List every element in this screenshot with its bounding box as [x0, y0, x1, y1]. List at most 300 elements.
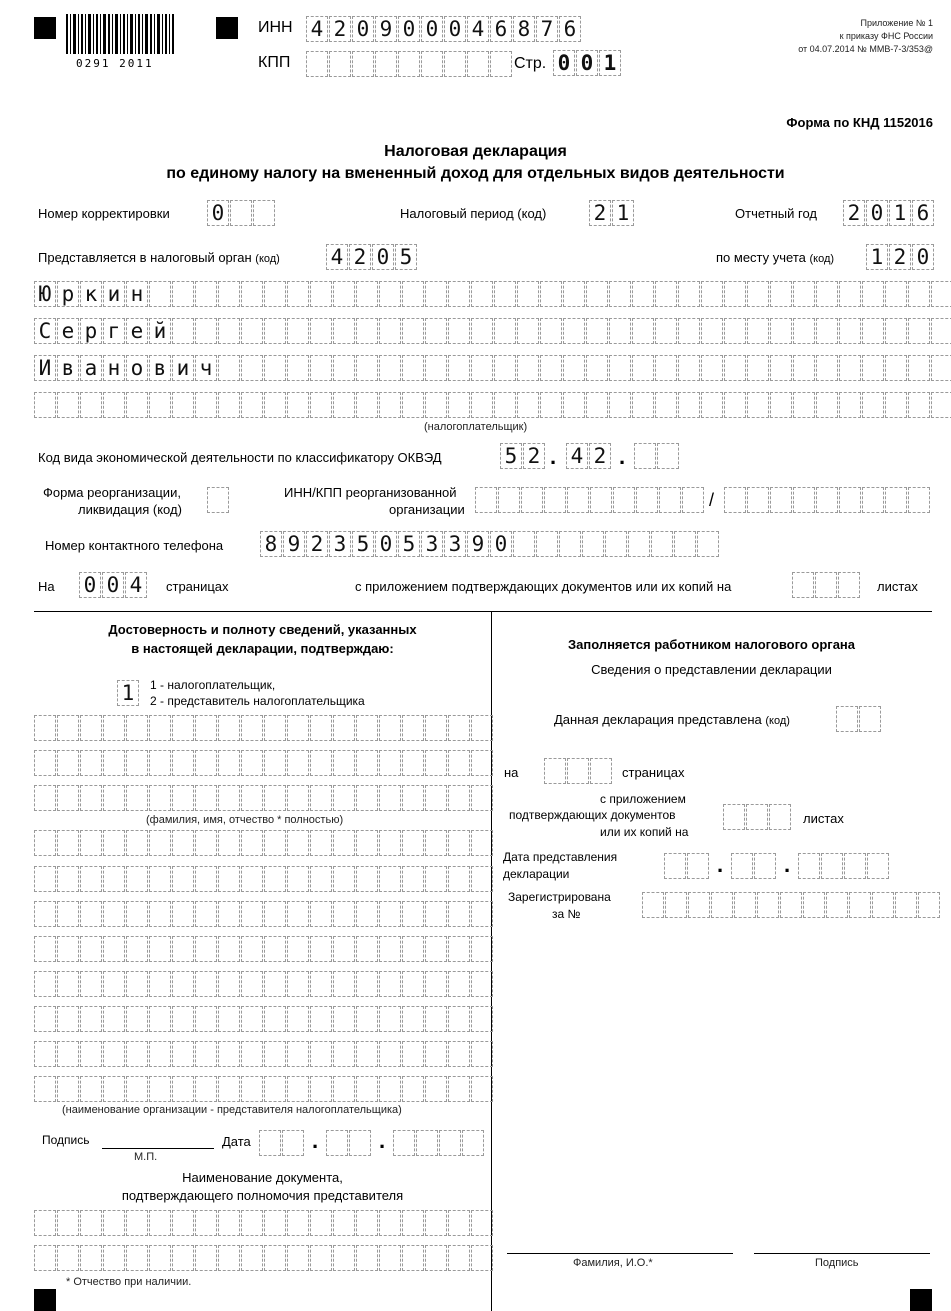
- field-cell[interactable]: [867, 853, 889, 879]
- field-cell[interactable]: [57, 1041, 79, 1067]
- field-cell[interactable]: [682, 487, 704, 513]
- field-cell[interactable]: [448, 1245, 470, 1271]
- name-line-2[interactable]: [34, 318, 951, 344]
- field-cell[interactable]: [103, 1076, 125, 1102]
- field-cell[interactable]: [103, 901, 125, 927]
- field-cell[interactable]: [287, 318, 309, 344]
- field-cell[interactable]: [724, 487, 746, 513]
- field-cell[interactable]: [264, 1210, 286, 1236]
- field-cell[interactable]: [172, 971, 194, 997]
- field-cell[interactable]: [80, 866, 102, 892]
- field-cell[interactable]: [379, 715, 401, 741]
- field-cell[interactable]: 3: [329, 531, 351, 557]
- field-cell[interactable]: [402, 1041, 424, 1067]
- field-cell[interactable]: [356, 1041, 378, 1067]
- field-cell[interactable]: [655, 392, 677, 418]
- field-cell[interactable]: [471, 936, 493, 962]
- field-cell[interactable]: в: [57, 355, 79, 381]
- field-cell[interactable]: [687, 853, 709, 879]
- field-cell[interactable]: [310, 750, 332, 776]
- field-cell[interactable]: [126, 866, 148, 892]
- field-cell[interactable]: [126, 715, 148, 741]
- field-cell[interactable]: [701, 392, 723, 418]
- field-cell[interactable]: [815, 572, 837, 598]
- field-cell[interactable]: [287, 1210, 309, 1236]
- field-cell[interactable]: [747, 318, 769, 344]
- field-cell[interactable]: [306, 51, 328, 77]
- field-cell[interactable]: [57, 971, 79, 997]
- field-cell[interactable]: [425, 392, 447, 418]
- field-cell[interactable]: [586, 355, 608, 381]
- field-cell[interactable]: [349, 1130, 371, 1156]
- field-cell[interactable]: [172, 1210, 194, 1236]
- field-cell[interactable]: [34, 830, 56, 856]
- field-cell[interactable]: 0: [444, 16, 466, 42]
- signer-fio-line-3[interactable]: [34, 785, 494, 811]
- field-cell[interactable]: [609, 318, 631, 344]
- field-cell[interactable]: [310, 971, 332, 997]
- field-cell[interactable]: и: [103, 281, 125, 307]
- field-cell[interactable]: [931, 281, 951, 307]
- field-cell[interactable]: [149, 1245, 171, 1271]
- field-cell[interactable]: [333, 1076, 355, 1102]
- field-cell[interactable]: [398, 51, 420, 77]
- field-cell[interactable]: [57, 830, 79, 856]
- field-cell[interactable]: Ю: [34, 281, 56, 307]
- field-cell[interactable]: [57, 1006, 79, 1032]
- field-cell[interactable]: [859, 706, 881, 732]
- field-cell[interactable]: [80, 715, 102, 741]
- field-cell[interactable]: [218, 281, 240, 307]
- field-cell[interactable]: [34, 392, 56, 418]
- field-cell[interactable]: С: [34, 318, 56, 344]
- office-attach-field[interactable]: [723, 804, 792, 830]
- field-cell[interactable]: 5: [352, 531, 374, 557]
- field-cell[interactable]: [333, 750, 355, 776]
- field-cell[interactable]: [218, 392, 240, 418]
- field-cell[interactable]: [908, 392, 930, 418]
- doc-line-2[interactable]: [34, 1245, 494, 1271]
- kpp-field[interactable]: [306, 51, 513, 77]
- field-cell[interactable]: [793, 487, 815, 513]
- field-cell[interactable]: [241, 318, 263, 344]
- field-cell[interactable]: [494, 392, 516, 418]
- field-cell[interactable]: [57, 1245, 79, 1271]
- field-cell[interactable]: [379, 1210, 401, 1236]
- field-cell[interactable]: [563, 281, 585, 307]
- field-cell[interactable]: 0: [352, 16, 374, 42]
- field-cell[interactable]: [57, 936, 79, 962]
- field-cell[interactable]: [80, 1076, 102, 1102]
- field-cell[interactable]: н: [126, 281, 148, 307]
- field-cell[interactable]: [310, 1245, 332, 1271]
- field-cell[interactable]: в: [149, 355, 171, 381]
- field-cell[interactable]: [467, 51, 489, 77]
- field-cell[interactable]: [264, 355, 286, 381]
- field-cell[interactable]: [310, 1041, 332, 1067]
- field-cell[interactable]: [872, 892, 894, 918]
- field-cell[interactable]: [448, 715, 470, 741]
- field-cell[interactable]: [80, 936, 102, 962]
- org-line-2[interactable]: [34, 866, 494, 892]
- field-cell[interactable]: [659, 487, 681, 513]
- field-cell[interactable]: [333, 1210, 355, 1236]
- field-cell[interactable]: [333, 830, 355, 856]
- field-cell[interactable]: [448, 355, 470, 381]
- field-cell[interactable]: [908, 281, 930, 307]
- field-cell[interactable]: [711, 892, 733, 918]
- field-cell[interactable]: [172, 750, 194, 776]
- field-cell[interactable]: [356, 1006, 378, 1032]
- field-cell[interactable]: [582, 531, 604, 557]
- field-cell[interactable]: [356, 936, 378, 962]
- field-cell[interactable]: [356, 392, 378, 418]
- field-cell[interactable]: [310, 318, 332, 344]
- field-cell[interactable]: [723, 804, 745, 830]
- field-cell[interactable]: [34, 715, 56, 741]
- field-cell[interactable]: [149, 785, 171, 811]
- field-cell[interactable]: [425, 1210, 447, 1236]
- field-cell[interactable]: [448, 1006, 470, 1032]
- field-cell[interactable]: [218, 785, 240, 811]
- field-cell[interactable]: [149, 281, 171, 307]
- field-cell[interactable]: 2: [589, 443, 611, 469]
- field-cell[interactable]: [665, 892, 687, 918]
- field-cell[interactable]: [218, 866, 240, 892]
- field-cell[interactable]: [471, 1076, 493, 1102]
- field-cell[interactable]: [471, 715, 493, 741]
- field-cell[interactable]: [475, 487, 497, 513]
- field-cell[interactable]: [632, 355, 654, 381]
- field-cell[interactable]: [402, 866, 424, 892]
- field-cell[interactable]: [310, 830, 332, 856]
- field-cell[interactable]: [333, 936, 355, 962]
- field-cell[interactable]: ч: [195, 355, 217, 381]
- field-cell[interactable]: [34, 1006, 56, 1032]
- field-cell[interactable]: [490, 51, 512, 77]
- field-cell[interactable]: [241, 392, 263, 418]
- field-cell[interactable]: [540, 392, 562, 418]
- field-cell[interactable]: [448, 318, 470, 344]
- field-cell[interactable]: [379, 785, 401, 811]
- field-cell[interactable]: [844, 853, 866, 879]
- field-cell[interactable]: [402, 355, 424, 381]
- office-fio-line[interactable]: [507, 1253, 733, 1254]
- field-cell[interactable]: [172, 318, 194, 344]
- field-cell[interactable]: [770, 318, 792, 344]
- field-cell[interactable]: [747, 392, 769, 418]
- field-cell[interactable]: [126, 1041, 148, 1067]
- field-cell[interactable]: [241, 1076, 263, 1102]
- field-cell[interactable]: [498, 487, 520, 513]
- field-cell[interactable]: [218, 901, 240, 927]
- field-cell[interactable]: [241, 936, 263, 962]
- field-cell[interactable]: [839, 355, 861, 381]
- field-cell[interactable]: [264, 1245, 286, 1271]
- field-cell[interactable]: [425, 1006, 447, 1032]
- field-cell[interactable]: 0: [576, 50, 598, 76]
- field-cell[interactable]: [195, 318, 217, 344]
- field-cell[interactable]: р: [57, 281, 79, 307]
- field-cell[interactable]: [287, 936, 309, 962]
- field-cell[interactable]: [333, 318, 355, 344]
- field-cell[interactable]: [586, 318, 608, 344]
- field-cell[interactable]: [402, 1076, 424, 1102]
- field-cell[interactable]: [218, 971, 240, 997]
- field-cell[interactable]: [724, 392, 746, 418]
- org-line-5[interactable]: [34, 971, 494, 997]
- field-cell[interactable]: [402, 750, 424, 776]
- field-cell[interactable]: [754, 853, 776, 879]
- field-cell[interactable]: 3: [444, 531, 466, 557]
- field-cell[interactable]: и: [172, 355, 194, 381]
- field-cell[interactable]: 9: [375, 16, 397, 42]
- org-line-6[interactable]: [34, 1006, 494, 1032]
- field-cell[interactable]: [149, 936, 171, 962]
- field-cell[interactable]: [172, 715, 194, 741]
- field-cell[interactable]: [218, 1041, 240, 1067]
- field-cell[interactable]: [264, 1076, 286, 1102]
- field-cell[interactable]: [747, 281, 769, 307]
- field-cell[interactable]: [425, 1245, 447, 1271]
- field-cell[interactable]: [724, 355, 746, 381]
- field-cell[interactable]: [425, 715, 447, 741]
- field-cell[interactable]: [448, 281, 470, 307]
- attach-field[interactable]: [792, 572, 861, 598]
- field-cell[interactable]: [402, 715, 424, 741]
- field-cell[interactable]: [803, 892, 825, 918]
- field-cell[interactable]: [816, 487, 838, 513]
- field-cell[interactable]: [448, 1041, 470, 1067]
- field-cell[interactable]: [195, 785, 217, 811]
- field-cell[interactable]: [287, 355, 309, 381]
- field-cell[interactable]: [241, 355, 263, 381]
- field-cell[interactable]: [195, 901, 217, 927]
- field-cell[interactable]: [642, 892, 664, 918]
- field-cell[interactable]: [379, 1006, 401, 1032]
- field-cell[interactable]: [149, 1210, 171, 1236]
- field-cell[interactable]: [80, 1041, 102, 1067]
- field-cell[interactable]: [126, 785, 148, 811]
- field-cell[interactable]: [57, 392, 79, 418]
- org-line-1[interactable]: [34, 830, 494, 856]
- field-cell[interactable]: [149, 1076, 171, 1102]
- field-cell[interactable]: [651, 531, 673, 557]
- field-cell[interactable]: [34, 1210, 56, 1236]
- field-cell[interactable]: [34, 936, 56, 962]
- field-cell[interactable]: [126, 392, 148, 418]
- field-cell[interactable]: [471, 1245, 493, 1271]
- field-cell[interactable]: [494, 318, 516, 344]
- field-cell[interactable]: [172, 866, 194, 892]
- correction-field[interactable]: [207, 200, 276, 226]
- field-cell[interactable]: [241, 1041, 263, 1067]
- field-cell[interactable]: [356, 785, 378, 811]
- reorg-kpp-field[interactable]: [724, 487, 931, 513]
- field-cell[interactable]: [356, 901, 378, 927]
- field-cell[interactable]: 0: [421, 16, 443, 42]
- field-cell[interactable]: [310, 866, 332, 892]
- field-cell[interactable]: [448, 866, 470, 892]
- field-cell[interactable]: [402, 281, 424, 307]
- field-cell[interactable]: [57, 715, 79, 741]
- name-line-1[interactable]: [34, 281, 951, 307]
- field-cell[interactable]: [287, 901, 309, 927]
- field-cell[interactable]: [816, 281, 838, 307]
- field-cell[interactable]: [80, 1210, 102, 1236]
- field-cell[interactable]: [195, 830, 217, 856]
- field-cell[interactable]: [513, 531, 535, 557]
- field-cell[interactable]: [931, 355, 951, 381]
- field-cell[interactable]: [230, 200, 252, 226]
- field-cell[interactable]: [628, 531, 650, 557]
- field-cell[interactable]: [259, 1130, 281, 1156]
- field-cell[interactable]: [379, 971, 401, 997]
- field-cell[interactable]: [356, 830, 378, 856]
- field-cell[interactable]: [34, 1076, 56, 1102]
- field-cell[interactable]: [195, 971, 217, 997]
- field-cell[interactable]: [333, 866, 355, 892]
- field-cell[interactable]: [80, 785, 102, 811]
- field-cell[interactable]: [402, 936, 424, 962]
- field-cell[interactable]: [836, 706, 858, 732]
- field-cell[interactable]: [821, 853, 843, 879]
- field-cell[interactable]: [838, 572, 860, 598]
- field-cell[interactable]: [333, 1041, 355, 1067]
- field-cell[interactable]: 8: [513, 16, 535, 42]
- field-cell[interactable]: [103, 866, 125, 892]
- field-cell[interactable]: [149, 866, 171, 892]
- field-cell[interactable]: [536, 531, 558, 557]
- field-cell[interactable]: [172, 1076, 194, 1102]
- field-cell[interactable]: [264, 715, 286, 741]
- field-cell[interactable]: р: [80, 318, 102, 344]
- field-cell[interactable]: [849, 892, 871, 918]
- field-cell[interactable]: [793, 392, 815, 418]
- field-cell[interactable]: [103, 715, 125, 741]
- office-date-day[interactable]: [664, 853, 710, 879]
- field-cell[interactable]: [895, 892, 917, 918]
- signer-type-field[interactable]: [117, 680, 140, 706]
- field-cell[interactable]: [218, 1076, 240, 1102]
- field-cell[interactable]: [207, 487, 229, 513]
- field-cell[interactable]: [218, 936, 240, 962]
- field-cell[interactable]: [356, 750, 378, 776]
- field-cell[interactable]: [264, 936, 286, 962]
- field-cell[interactable]: [287, 1041, 309, 1067]
- signer-fio-line-1[interactable]: [34, 715, 494, 741]
- field-cell[interactable]: [333, 281, 355, 307]
- field-cell[interactable]: 0: [912, 244, 934, 270]
- field-cell[interactable]: [724, 318, 746, 344]
- signer-fio-line-2[interactable]: [34, 750, 494, 776]
- field-cell[interactable]: [379, 392, 401, 418]
- field-cell[interactable]: а: [80, 355, 102, 381]
- field-cell[interactable]: [425, 281, 447, 307]
- signature-line[interactable]: [102, 1148, 214, 1149]
- field-cell[interactable]: [103, 1210, 125, 1236]
- field-cell[interactable]: [264, 971, 286, 997]
- field-cell[interactable]: [287, 750, 309, 776]
- phone-field[interactable]: [260, 531, 720, 557]
- field-cell[interactable]: [425, 355, 447, 381]
- field-cell[interactable]: [439, 1130, 461, 1156]
- field-cell[interactable]: [563, 355, 585, 381]
- field-cell[interactable]: [379, 281, 401, 307]
- field-cell[interactable]: [517, 355, 539, 381]
- field-cell[interactable]: [471, 355, 493, 381]
- field-cell[interactable]: [471, 971, 493, 997]
- field-cell[interactable]: [310, 1210, 332, 1236]
- field-cell[interactable]: [103, 830, 125, 856]
- field-cell[interactable]: [80, 830, 102, 856]
- field-cell[interactable]: 8: [260, 531, 282, 557]
- field-cell[interactable]: [416, 1130, 438, 1156]
- date-day[interactable]: [259, 1130, 305, 1156]
- field-cell[interactable]: [471, 392, 493, 418]
- pages-field[interactable]: [79, 572, 148, 598]
- field-cell[interactable]: [375, 51, 397, 77]
- field-cell[interactable]: [701, 318, 723, 344]
- field-cell[interactable]: й: [149, 318, 171, 344]
- field-cell[interactable]: [241, 1006, 263, 1032]
- field-cell[interactable]: [195, 1006, 217, 1032]
- field-cell[interactable]: [798, 853, 820, 879]
- field-cell[interactable]: [310, 355, 332, 381]
- field-cell[interactable]: [769, 804, 791, 830]
- field-cell[interactable]: [701, 281, 723, 307]
- field-cell[interactable]: [517, 281, 539, 307]
- field-cell[interactable]: [126, 901, 148, 927]
- field-cell[interactable]: [471, 785, 493, 811]
- field-cell[interactable]: [521, 487, 543, 513]
- field-cell[interactable]: [80, 750, 102, 776]
- field-cell[interactable]: 5: [395, 244, 417, 270]
- field-cell[interactable]: [425, 1076, 447, 1102]
- field-cell[interactable]: [218, 318, 240, 344]
- field-cell[interactable]: [792, 572, 814, 598]
- field-cell[interactable]: [425, 318, 447, 344]
- field-cell[interactable]: 0: [375, 531, 397, 557]
- field-cell[interactable]: [149, 901, 171, 927]
- field-cell[interactable]: [731, 853, 753, 879]
- field-cell[interactable]: [34, 901, 56, 927]
- field-cell[interactable]: [885, 355, 907, 381]
- field-cell[interactable]: [544, 758, 566, 784]
- field-cell[interactable]: [780, 892, 802, 918]
- field-cell[interactable]: [195, 1245, 217, 1271]
- field-cell[interactable]: [218, 750, 240, 776]
- field-cell[interactable]: [218, 355, 240, 381]
- field-cell[interactable]: [563, 318, 585, 344]
- field-cell[interactable]: [609, 281, 631, 307]
- field-cell[interactable]: [264, 901, 286, 927]
- field-cell[interactable]: [103, 971, 125, 997]
- org-line-8[interactable]: [34, 1076, 494, 1102]
- field-cell[interactable]: 2: [523, 443, 545, 469]
- field-cell[interactable]: [80, 392, 102, 418]
- field-cell[interactable]: [356, 355, 378, 381]
- field-cell[interactable]: [264, 830, 286, 856]
- field-cell[interactable]: [287, 785, 309, 811]
- field-cell[interactable]: [195, 715, 217, 741]
- field-cell[interactable]: [287, 1006, 309, 1032]
- field-cell[interactable]: [793, 355, 815, 381]
- field-cell[interactable]: [793, 318, 815, 344]
- field-cell[interactable]: [746, 804, 768, 830]
- field-cell[interactable]: 4: [467, 16, 489, 42]
- field-cell[interactable]: [34, 785, 56, 811]
